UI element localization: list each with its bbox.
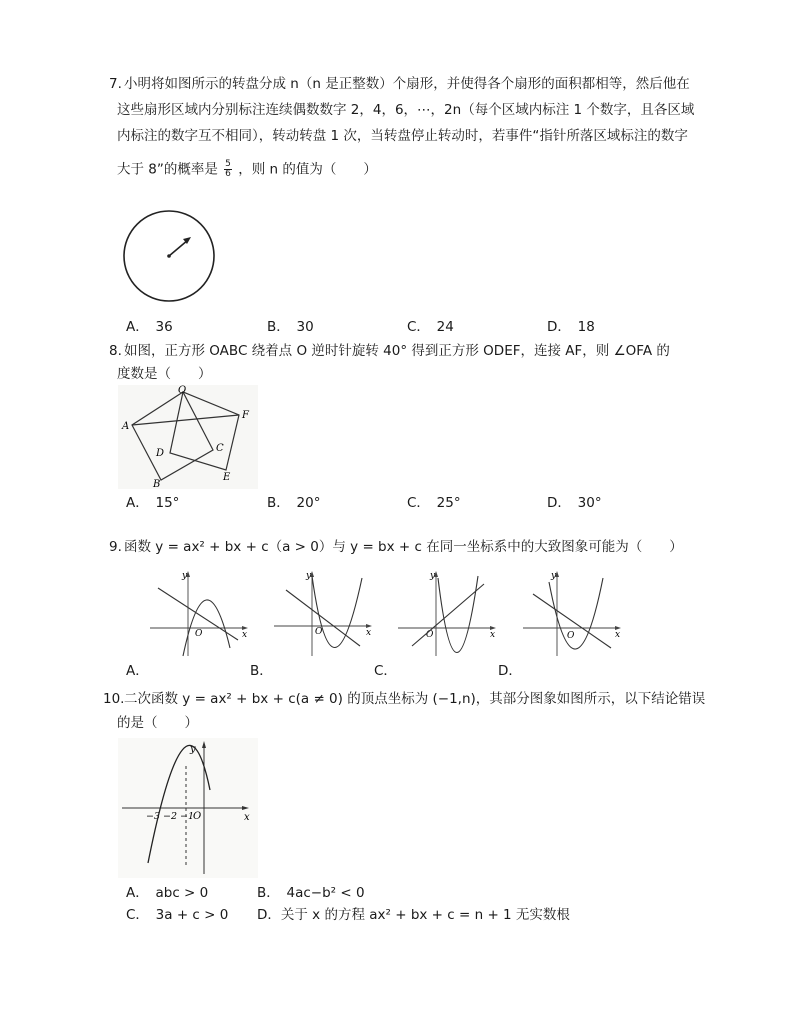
q9-number: 9. [109, 539, 122, 555]
fraction-numerator: 5 [225, 159, 231, 169]
q7-line-4-post: ，则 n 的值为（ ） [238, 161, 377, 178]
q7-line-1: 小明将如图所示的转盘分成 n（n 是正整数）个扇形，并使得各个扇形的面积都相等，然后他在 [124, 76, 690, 92]
q7-option-c: C． 24 [407, 319, 454, 335]
q10-y-label: y [190, 744, 196, 755]
q9-option-b: B． [250, 663, 273, 679]
q10-option-d: D．关于 x 的方程 ax² + bx + c = n + 1 无实数根 [257, 907, 570, 923]
label-F: F [242, 410, 249, 421]
q10-tick-labels: −3 −2 −1 [146, 811, 195, 822]
q10-option-c: C． 3a + c > 0 [126, 907, 229, 923]
graph-d-y-label: y [551, 571, 557, 581]
graph-b-origin-label: O [315, 627, 323, 637]
q8-line-1: 如图，正方形 OABC 绕着点 O 逆时针旋转 40° 得到正方形 ODEF，连接 AF，则 ∠OFA 的 [124, 343, 670, 359]
graph-a-x-label: x [242, 630, 248, 640]
label-E: E [223, 472, 231, 483]
q7-option-a: A． 36 [126, 319, 173, 335]
q10-option-a: A． abc > 0 [126, 885, 209, 901]
q10-line-2: 的是（ ） [117, 715, 198, 731]
graph-d-origin-label: O [567, 631, 575, 641]
spinner-figure [118, 206, 222, 310]
q8-option-c: C． 25° [407, 495, 461, 511]
graph-c-origin-label: O [426, 630, 434, 640]
graph-c-x-label: x [490, 630, 496, 640]
graph-option-c [396, 568, 498, 658]
q7-line-4 [117, 160, 377, 179]
q7-line-4-pre: 大于 8”的概率是 [117, 161, 218, 178]
graph-c-parabola [438, 576, 478, 653]
q10-option-b: B． 4ac−b² < 0 [257, 885, 365, 901]
probability-fraction [224, 160, 232, 179]
graph-d-x-label: x [615, 630, 621, 640]
q10-origin-label: O [193, 811, 202, 822]
label-O: O [178, 385, 187, 396]
q10-parabola-figure [118, 738, 258, 878]
q9-option-d: D． [498, 663, 522, 679]
label-B: B [153, 479, 161, 489]
q8-line-2: 度数是（ ） [117, 366, 212, 382]
graph-option-b [272, 568, 374, 658]
q10-line-1: 二次函数 y = ax² + bx + c(a ≠ 0) 的顶点坐标为 (−1,n)，其部分图象如图所示，以下结论错误 [124, 691, 706, 707]
q7-line-2: 这些扇形区域内分别标注连续偶数数字 2，4，6，⋯，2n（每个区域内标注 1 个数字，且各区域 [117, 102, 695, 118]
graph-b-x-label: x [366, 628, 372, 638]
graph-b-y-label: y [306, 571, 312, 581]
graph-a-y-label: y [182, 571, 188, 581]
q7-line-3: 内标注的数字互不相同），转动转盘 1 次，当转盘停止转动时，若事件“指针所落区域标注的数字 [117, 128, 688, 144]
graph-b-line [286, 590, 360, 646]
q8-option-a: A． 15° [126, 495, 180, 511]
graph-option-d [521, 568, 623, 658]
q7-number: 7. [109, 76, 122, 92]
rotated-squares-figure [118, 385, 258, 489]
spinner-pointer [169, 240, 188, 256]
label-C: C [216, 443, 224, 454]
graph-option-a [148, 568, 250, 658]
q7-option-b: B． 30 [267, 319, 314, 335]
label-A: A [122, 421, 130, 432]
q8-option-d: D． 30° [547, 495, 602, 511]
label-D: D [156, 448, 165, 459]
graph-c-y-label: y [430, 571, 436, 581]
q9-option-c: C． [374, 663, 397, 679]
q10-number: 10. [103, 691, 125, 707]
q8-number: 8. [109, 343, 122, 359]
q9-option-a: A． [126, 663, 149, 679]
q10-x-label: x [244, 812, 250, 823]
q9-line-1: 函数 y = ax² + bx + c（a > 0）与 y = bx + c 在同一坐标系中的大致图象可能为（ ） [124, 539, 683, 555]
q7-option-d: D． 18 [547, 319, 595, 335]
graph-a-origin-label: O [195, 629, 203, 639]
q8-option-b: B． 20° [267, 495, 321, 511]
fraction-denominator: 6 [225, 169, 231, 179]
